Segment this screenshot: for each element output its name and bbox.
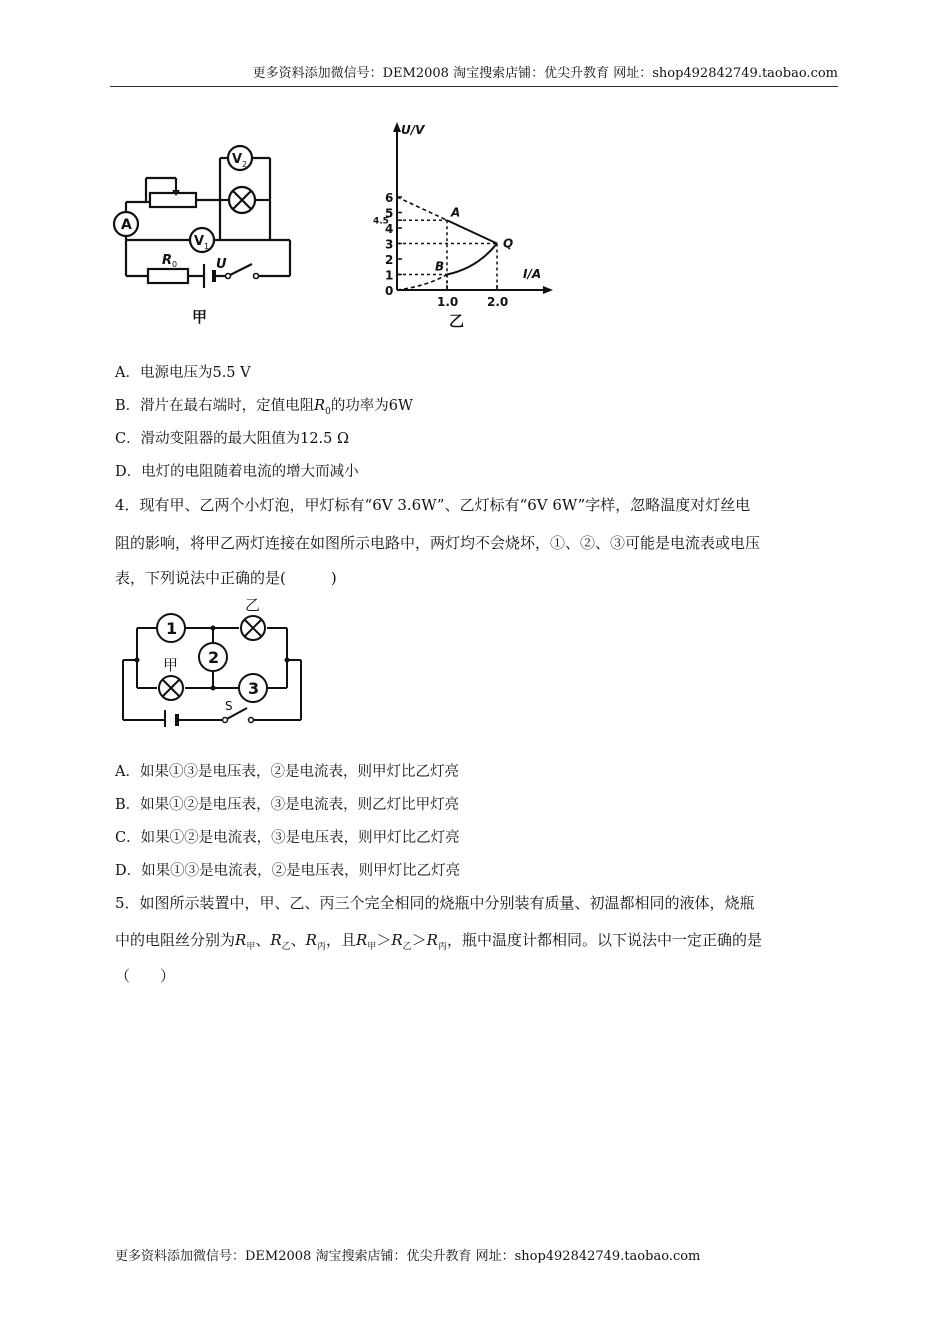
svg-text:1: 1 <box>166 619 178 638</box>
q4-stem-line1: 4．现有甲、乙两个小灯泡，甲灯标有“6V 3.6W”、乙灯标有“6V 6W”字样，忽略温度对灯丝电 <box>115 496 751 514</box>
q3-option-c: C．滑动变阻器的最大阻值为12.5 Ω <box>115 431 350 447</box>
q5-stem-line3: （ ） <box>115 967 176 985</box>
svg-text:1: 1 <box>204 242 210 251</box>
series-dashed-line <box>397 197 447 220</box>
y-tick-label: 4 <box>385 222 394 236</box>
q4-option-a: A．如果①③是电压表，②是电流表，则甲灯比乙灯亮 <box>115 764 459 780</box>
q3-option-a: A．电源电压为5.5 V <box>115 365 251 381</box>
graph-yi <box>365 118 565 338</box>
figure-caption-jia: 甲 <box>192 308 208 326</box>
q4-option-d: D．如果①③是电流表，②是电压表，则甲灯比乙灯亮 <box>115 863 461 879</box>
figure-caption-yi: 乙 <box>449 312 465 330</box>
svg-text:U: U <box>216 257 227 272</box>
point-label-q: Q <box>503 236 514 251</box>
series-line-aq <box>447 220 497 243</box>
y-tick-label: 2 <box>385 253 394 267</box>
point-label-a: A <box>451 205 461 220</box>
x-axis-label: I/A <box>523 267 542 281</box>
y-tick-label: 4.5 <box>373 216 389 227</box>
svg-text:S: S <box>225 699 233 713</box>
svg-text:3: 3 <box>248 679 260 698</box>
svg-text:V: V <box>232 152 243 167</box>
y-tick-label: 6 <box>385 191 394 205</box>
q5-stem-line1: 5．如图所示装置中，甲、乙、丙三个完全相同的烧瓶中分别装有质量、初温都相同的液体，烧瓶 <box>115 894 755 912</box>
svg-text:乙: 乙 <box>245 596 261 614</box>
q4-stem-line2: 阻的影响，将甲乙两灯连接在如图所示电路中，两灯均不会烧坏，①、②、③可能是电流表或电压 <box>115 534 761 552</box>
y-tick-label: 1 <box>385 268 394 283</box>
page-header: 更多资料添加微信号：DEM2008 淘宝搜索店铺：优尖升教育 网址：shop492842749.taobao.com <box>110 64 838 87</box>
circuit-diagram-q4 <box>115 592 310 727</box>
x-tick-label: 1.0 <box>437 295 459 309</box>
page-footer: 更多资料添加微信号：DEM2008 淘宝搜索店铺：优尖升教育 网址：shop492842749.taobao.com <box>115 1249 701 1264</box>
svg-text:V: V <box>194 234 205 249</box>
q3-option-b: B．滑片在最右端时，定值电阻$R_0$的功率为6W <box>115 398 413 417</box>
y-tick-label: 5 <box>385 206 394 221</box>
series-curve-bq <box>447 244 497 275</box>
q4-stem-line3: 表，下列说法中正确的是( ) <box>115 569 337 587</box>
svg-text:2: 2 <box>208 648 220 667</box>
y-axis-label: U/V <box>401 123 425 137</box>
svg-text:R: R <box>162 253 173 268</box>
q3-option-d: D．电灯的电阻随着电流的增大而减小 <box>115 464 359 480</box>
x-tick-label: 2.0 <box>487 295 509 309</box>
svg-text:甲: 甲 <box>163 656 179 674</box>
q4-option-b: B．如果①②是电压表，③是电流表，则乙灯比甲灯亮 <box>115 797 460 813</box>
svg-text:A: A <box>121 217 132 233</box>
q4-option-c: C．如果①②是电流表，③是电压表，则甲灯比乙灯亮 <box>115 830 460 846</box>
svg-text:2: 2 <box>242 160 248 169</box>
series-dashed-curve <box>397 275 447 291</box>
q5-stem-line2: 中的电阻丝分别为$R_甲$、$R_乙$、$R_丙$，且$R_甲>R_乙>R_丙$，瓶中温度计都相同。以下说法中一定正确的是 <box>115 931 762 952</box>
circuit-diagram-jia <box>110 140 310 330</box>
point-label-b: B <box>435 259 445 274</box>
origin-label: 0 <box>385 284 394 298</box>
y-tick-label: 3 <box>385 237 394 252</box>
svg-text:0: 0 <box>172 260 178 269</box>
